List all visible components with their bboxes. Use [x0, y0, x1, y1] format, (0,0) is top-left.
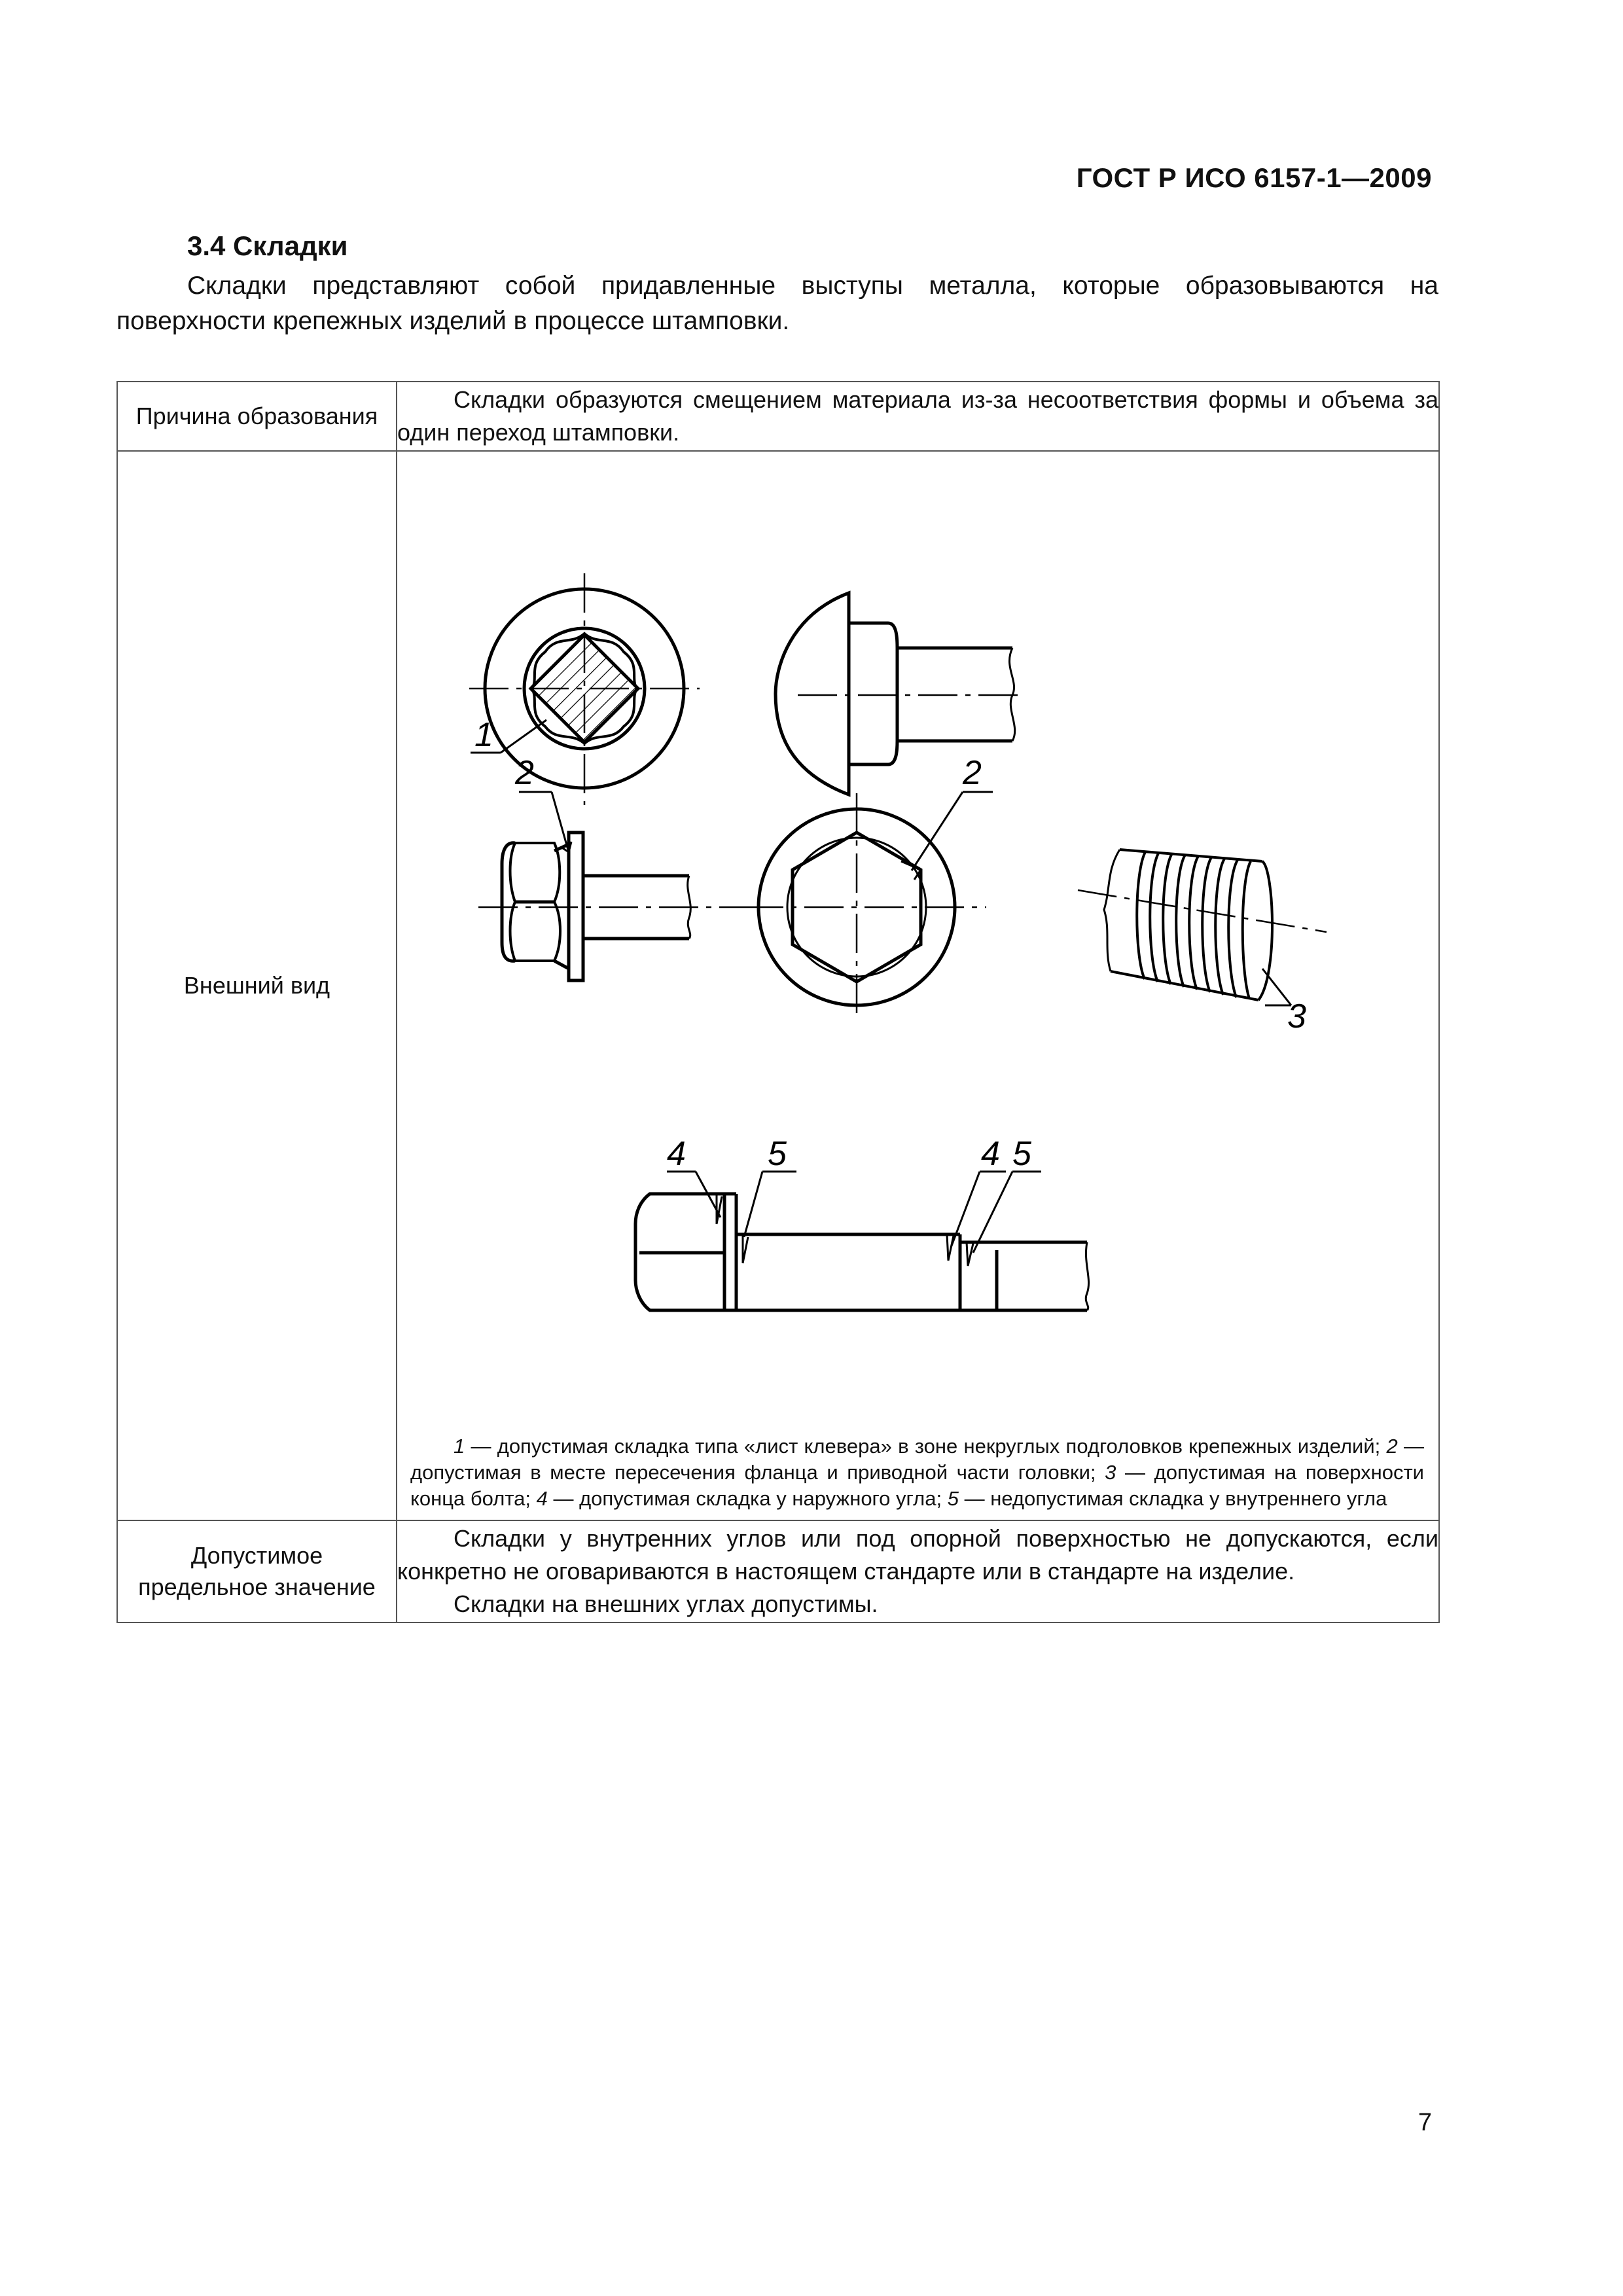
hex-bolt-side-profile	[635, 1172, 1089, 1310]
callout-5-right: 5	[1012, 1135, 1031, 1173]
caption-text-2: — допустимая в месте пересечения фланца и приводной части головки;	[410, 1435, 1424, 1484]
caption-num-4: 4	[536, 1487, 548, 1510]
caption-num-5: 5	[947, 1487, 959, 1510]
folds-table	[116, 381, 1440, 1623]
table-row-cause	[117, 382, 1439, 451]
callout-2-left: 2	[515, 754, 534, 792]
text-cause	[397, 382, 1439, 451]
flange-bolt-side-view	[478, 792, 744, 980]
caption-num-3: 3	[1105, 1461, 1116, 1484]
caption-num-2: 2	[1386, 1435, 1398, 1458]
text-cause-body: Складки образуются смещением материала из-за несоответствия формы и объема за один переход штамповки.	[397, 386, 1438, 446]
label-appearance: Внешний вид	[117, 451, 397, 1520]
table-row-limit	[117, 1520, 1439, 1623]
caption-text-4: — допустимая складка у наружного угла;	[547, 1487, 948, 1510]
label-cause: Причина образования	[117, 382, 397, 451]
callout-4-right: 4	[981, 1135, 1000, 1173]
intro-line-2: поверхности крепежных изделий в процессе штамповки.	[116, 307, 790, 335]
bolt-thread-end-view	[1078, 840, 1327, 1005]
figure-caption	[397, 1433, 1438, 1520]
round-head-end-view	[469, 573, 700, 805]
caption-text-5: — недопустимая складка у внутреннего угла	[958, 1487, 1387, 1510]
caption-num-1: 1	[454, 1435, 465, 1458]
callout-5-left: 5	[768, 1135, 787, 1173]
text-limit	[397, 1520, 1439, 1623]
intro-line-1: Складки представляют собой придавленные выступы металла, которые образовываются на	[187, 272, 1438, 300]
fastener-folds-drawing	[397, 452, 1439, 1433]
label-limit-line-2: предельное значение	[138, 1573, 376, 1600]
table-row-appearance	[117, 451, 1439, 1520]
intro-paragraph	[116, 268, 1438, 339]
label-limit-line-1: Допустимое	[190, 1542, 323, 1569]
page-number: 7	[1418, 2109, 1432, 2136]
callout-2-right: 2	[963, 754, 982, 792]
figure-cell	[397, 451, 1439, 1520]
document-code-header: ГОСТ Р ИСО 6157-1—2009	[1076, 162, 1432, 193]
label-limit	[117, 1520, 397, 1623]
round-head-side-view	[776, 593, 1023, 795]
callout-4-left: 4	[667, 1135, 686, 1173]
text-limit-p2: Складки на внешних углах допустимы.	[454, 1590, 878, 1617]
caption-text-3: — допустимая на поверхности конца болта;	[410, 1461, 1424, 1510]
caption-text-1: — допустимая складка типа «лист клевера» в зоне некруглых подголовков крепежных изделий;	[465, 1435, 1387, 1458]
callout-3: 3	[1287, 997, 1306, 1035]
flange-bolt-end-view	[744, 792, 993, 1016]
callout-1: 1	[474, 716, 493, 754]
text-limit-p1: Складки у внутренних углов или под опорной поверхностью не допускаются, если конкретно не оговариваются в настоящем стандарте или в стандарте на изделие.	[397, 1525, 1438, 1585]
section-title: 3.4 Складки	[187, 230, 348, 261]
